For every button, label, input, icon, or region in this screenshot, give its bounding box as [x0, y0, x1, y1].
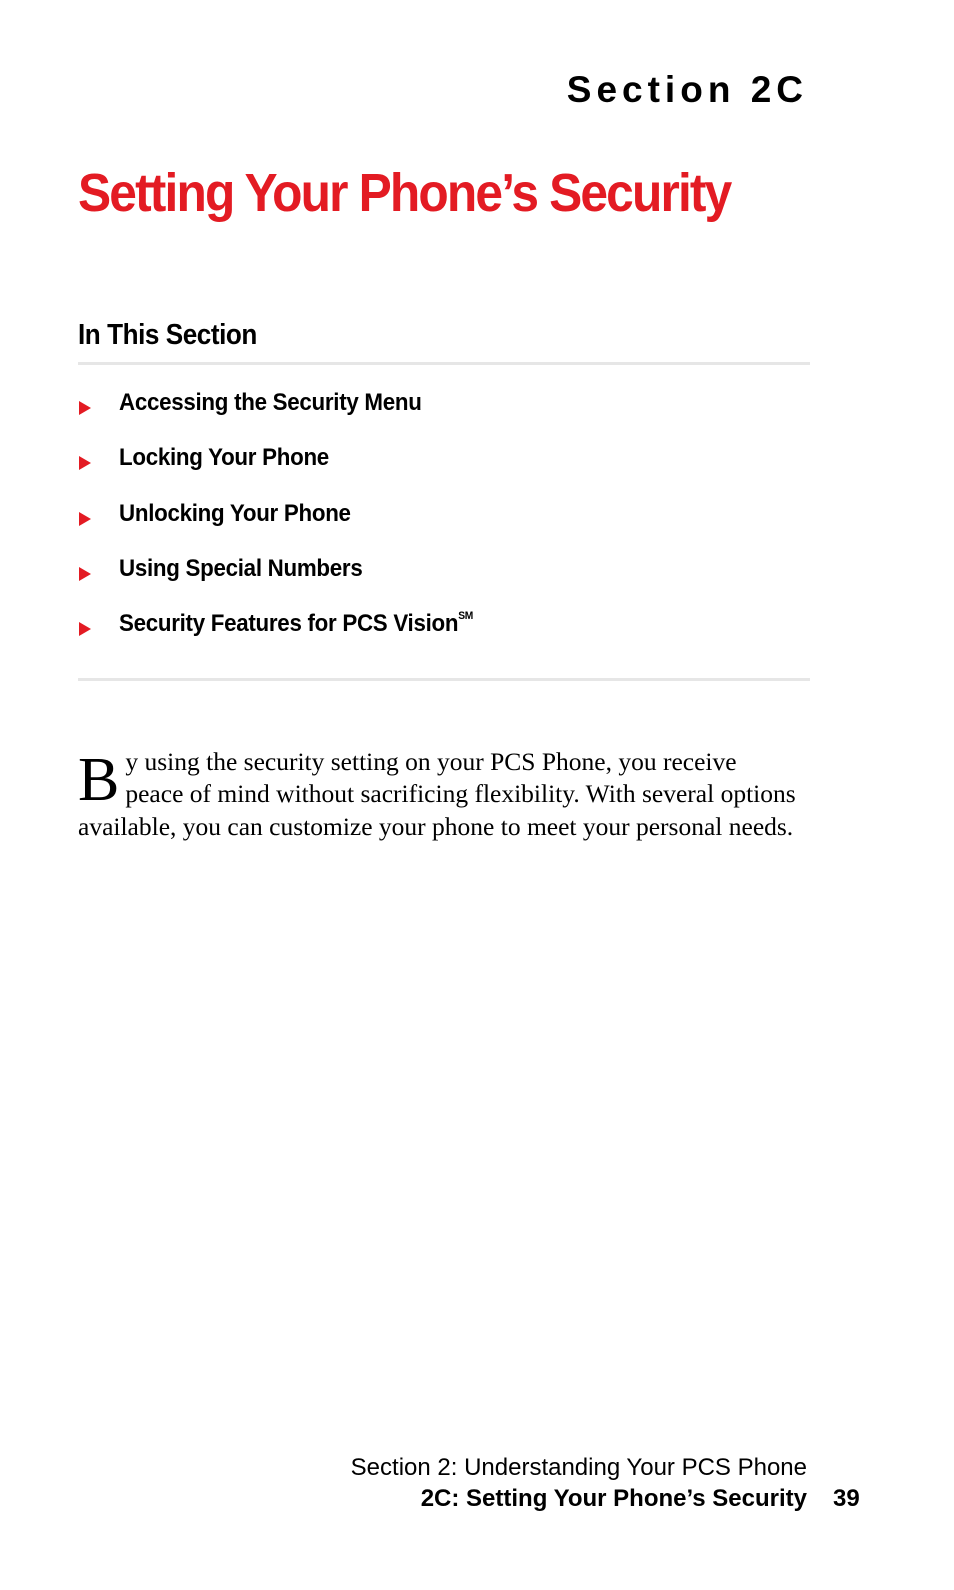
- footer-chapter-line: 2C: Setting Your Phone’s Security: [420, 1485, 807, 1512]
- toc-item-label: Using Special Numbers: [119, 554, 363, 582]
- arrow-right-icon: [79, 512, 91, 526]
- dropcap: B: [78, 746, 120, 814]
- intro-text: y using the security setting on your PCS Phone, you receive peace of mind without sacrificing flexibility. With several options available, you can customize your phone to meet your personal needs.: [78, 747, 796, 841]
- arrow-right-icon: [79, 456, 91, 470]
- intro-paragraph: [78, 746, 798, 843]
- toc-list: [78, 384, 474, 660]
- toc-item-label: Unlocking Your Phone: [119, 499, 351, 527]
- page-title: Setting Your Phone’s Security: [78, 163, 731, 223]
- toc-item-accessing-security-menu[interactable]: [78, 384, 422, 439]
- toc-heading: In This Section: [78, 319, 257, 351]
- section-label: Section 2C: [566, 69, 808, 110]
- toc-item-locking-phone[interactable]: [78, 439, 329, 494]
- arrow-right-icon: [79, 401, 91, 415]
- toc-item-pcs-vision-security[interactable]: [78, 605, 474, 660]
- toc-item-label: Security Features for PCS Vision℠: [119, 610, 474, 638]
- service-mark: SM: [458, 610, 474, 623]
- footer-section-line: Section 2: Understanding Your PCS Phone: [350, 1454, 807, 1481]
- page-number: 39: [833, 1485, 860, 1512]
- toc-bottom-divider: [78, 678, 810, 681]
- toc-top-divider: [78, 362, 810, 365]
- toc-item-label: Accessing the Security Menu: [119, 389, 422, 416]
- arrow-right-icon: [79, 622, 91, 636]
- toc-item-unlocking-phone[interactable]: [78, 495, 351, 550]
- toc-item-special-numbers[interactable]: [78, 550, 363, 605]
- arrow-right-icon: [79, 567, 91, 581]
- toc-item-label: Locking Your Phone: [119, 444, 329, 472]
